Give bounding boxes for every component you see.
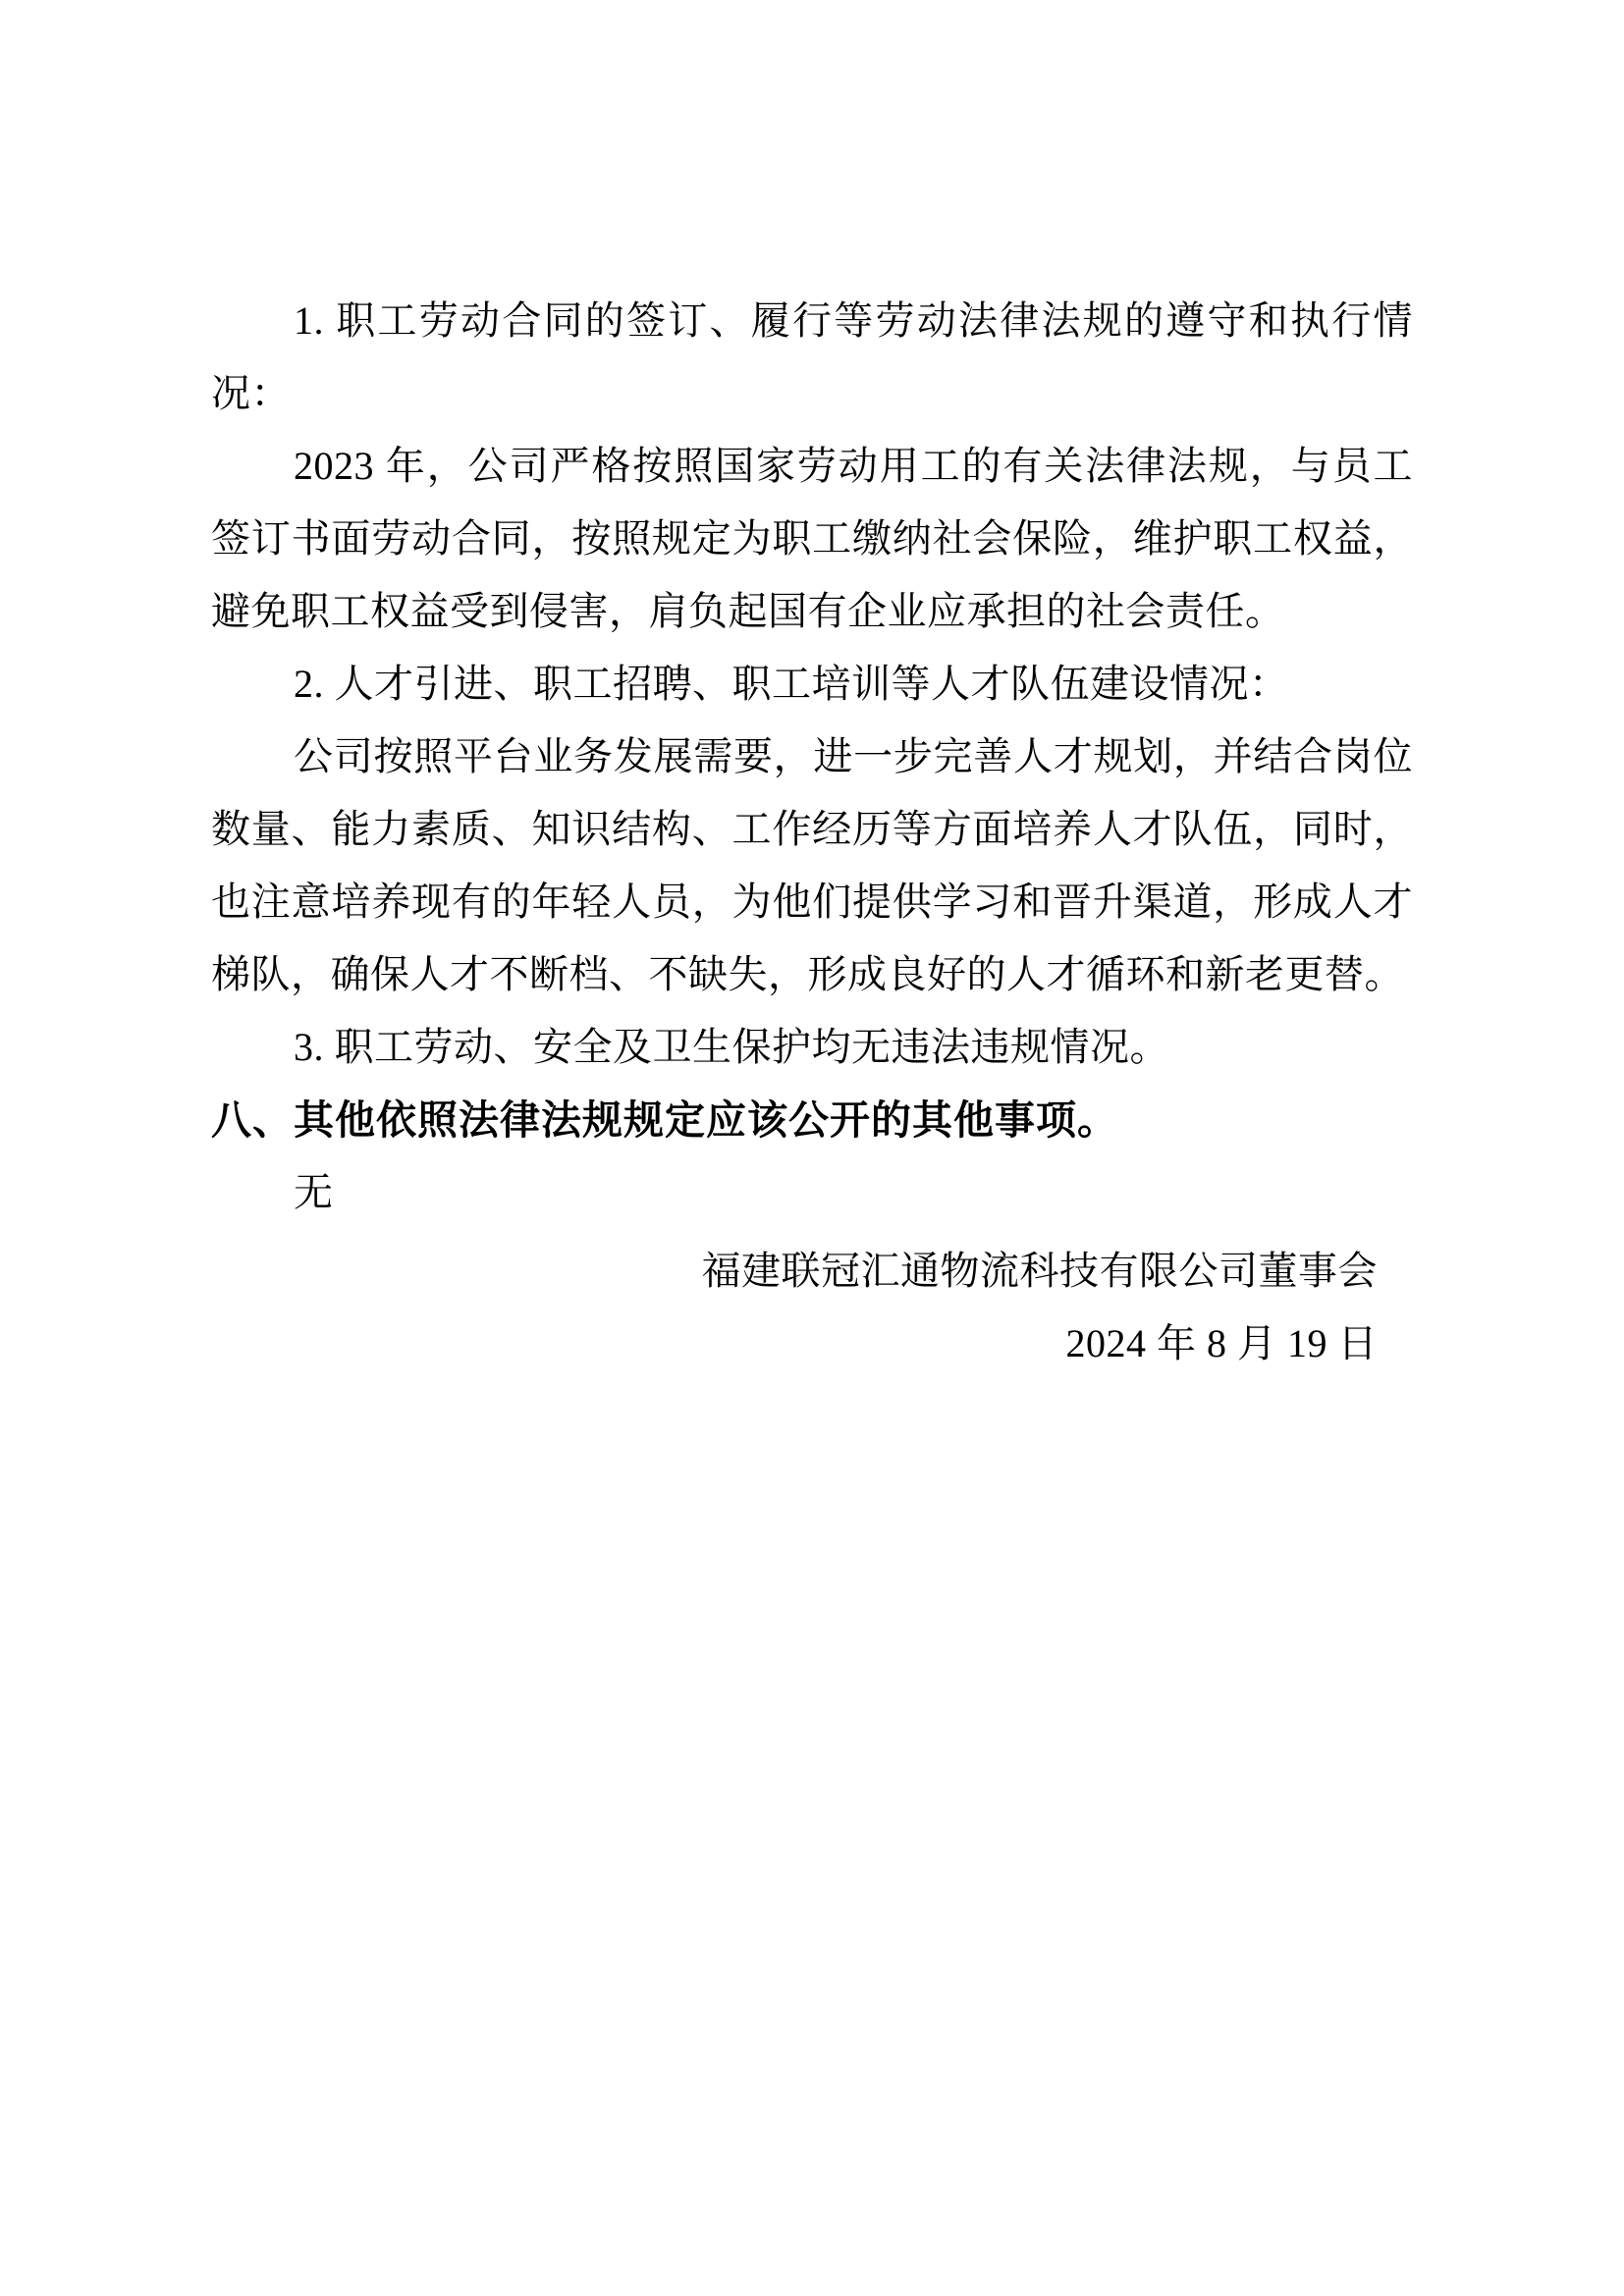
paragraph-item-3: 3. 职工劳动、安全及卫生保护均无违法违规情况。 <box>294 1025 1169 1069</box>
paragraph-item-2-title: 2. 人才引进、职工招聘、职工培训等人才队伍建设情况： <box>294 662 1289 706</box>
document-body <box>211 285 1413 1380</box>
signature-organization: 福建联冠汇通物流科技有限公司董事会 <box>701 1249 1378 1293</box>
paragraph-section-8-body: 无 <box>294 1170 334 1214</box>
signature-block <box>211 1235 1413 1380</box>
paragraph-item-1-title: 1. 职工劳动合同的签订、履行等劳动法律法规的遵守和执行情况： <box>211 298 1413 415</box>
signature-date: 2024 年 8 月 19 日 <box>1065 1321 1378 1365</box>
paragraph-item-2-body: 公司按照平台业务发展需要，进一步完善人才规划，并结合岗位数量、能力素质、知识结构、工作经历等方面培养人才队伍，同时，也注意培养现有的年轻人员，为他们提供学习和晋升渠道，形成人才梯队，确保人才不断档、不缺失，形成良好的人才循环和新老更替。 <box>211 734 1413 996</box>
section-heading-eight: 八、其他依照法律法规规定应该公开的其他事项。 <box>211 1097 1118 1143</box>
paragraph-item-1-body: 2023 年，公司严格按照国家劳动用工的有关法律法规，与员工签订书面劳动合同，按照规定为职工缴纳社会保险，维护职工权益，避免职工权益受到侵害，肩负起国有企业应承担的社会责任。 <box>211 444 1413 633</box>
